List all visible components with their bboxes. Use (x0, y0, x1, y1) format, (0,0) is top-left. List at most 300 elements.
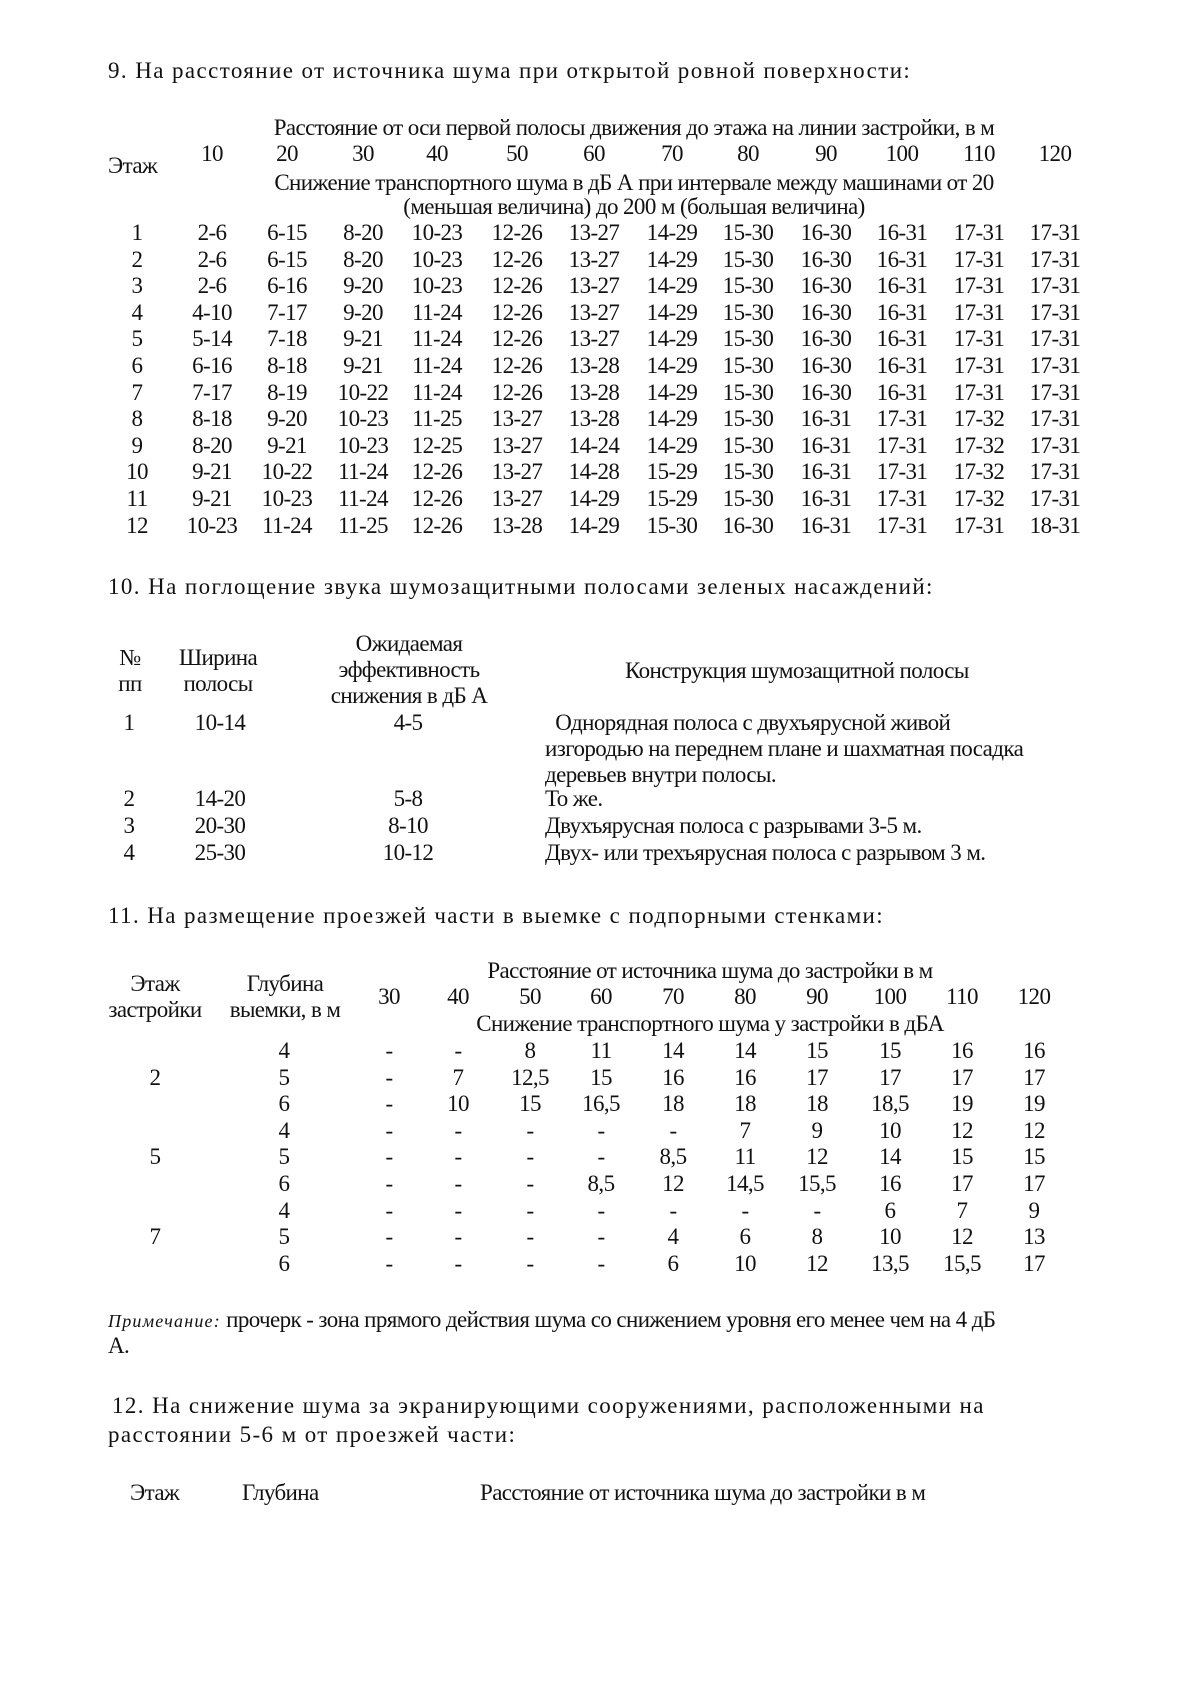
reduction-cell: 10 (879, 1224, 901, 1249)
reduction-cell: 13-27 (568, 300, 620, 325)
reduction-cell: 18 (662, 1091, 684, 1116)
floor-cell: 8 (131, 406, 143, 431)
reduction-cell: - (526, 1198, 534, 1223)
width-cell: 10-14 (194, 710, 246, 735)
reduction-cell: 14 (734, 1038, 756, 1063)
reduction-cell: - (597, 1144, 605, 1169)
reduction-cell: 9 (811, 1118, 823, 1143)
floor-column-header: Этаж (108, 153, 158, 178)
reduction-cell: 15-30 (722, 406, 774, 431)
reduction-cell: 8-18 (267, 353, 307, 378)
width-cell: 20-30 (194, 813, 246, 838)
reduction-cell: 12-26 (491, 273, 543, 298)
reduction-cell: 18 (806, 1091, 828, 1116)
reduction-cell: 16-31 (800, 459, 852, 484)
reduction-cell: 11-24 (338, 459, 388, 484)
reduction-cell: 9-20 (267, 406, 307, 431)
reduction-cell: 16-31 (800, 433, 852, 458)
reduction-cell: 17-31 (1029, 326, 1081, 351)
reduction-cell: - (385, 1118, 393, 1143)
reduction-cell: 17-31 (1029, 273, 1081, 298)
reduction-cell: 10-23 (337, 433, 389, 458)
col-effect-line-2: эффективность (338, 657, 480, 682)
floor-cell: 6 (131, 353, 143, 378)
reduction-cell: 17-31 (876, 513, 928, 538)
reduction-cell: 17-31 (1029, 220, 1081, 245)
reduction-cell: 14-28 (568, 459, 620, 484)
depth-cell: 4 (278, 1118, 290, 1143)
effect-cell: 8-10 (388, 813, 428, 838)
reduction-cell: 17-31 (1029, 353, 1081, 378)
depth-cell: 5 (278, 1144, 290, 1169)
construction-cell: Двухъярусная полоса с разрывами 3-5 м. (545, 813, 922, 838)
depth-cell: 6 (278, 1251, 290, 1276)
s11-distance-value: 30 (378, 984, 400, 1009)
construction-cell: То же. (545, 786, 603, 811)
reduction-cell: - (526, 1251, 534, 1276)
reduction-cell: 16-31 (876, 380, 928, 405)
reduction-cell: 17 (879, 1065, 901, 1090)
reduction-cell: 6 (739, 1224, 751, 1249)
reduction-cell: 13,5 (871, 1251, 909, 1276)
reduction-header-line-1: Снижение транспортного шума в дБ А при интервале между машинами от 20 (274, 170, 994, 195)
reduction-cell: - (385, 1171, 393, 1196)
reduction-cell: - (597, 1118, 605, 1143)
reduction-cell: 12-26 (411, 459, 463, 484)
reduction-cell: 12 (662, 1171, 684, 1196)
reduction-cell: 15-30 (722, 459, 774, 484)
reduction-cell: 16 (734, 1065, 756, 1090)
reduction-cell: 12,5 (511, 1065, 549, 1090)
reduction-cell: 12-25 (411, 433, 463, 458)
reduction-cell: 15-30 (646, 513, 698, 538)
s11-distance-value: 40 (447, 984, 469, 1009)
distance-value: 110 (963, 141, 995, 166)
reduction-cell: 16 (879, 1171, 901, 1196)
reduction-cell: 4 (667, 1224, 679, 1249)
reduction-cell: 16-30 (800, 247, 852, 272)
reduction-cell: 14-29 (568, 513, 620, 538)
reduction-cell: 10-23 (411, 220, 463, 245)
reduction-cell: 2-6 (197, 220, 227, 245)
col-effect-line-3: снижения в дБ А (330, 683, 488, 708)
depth-cell: 4 (278, 1038, 290, 1063)
s11-distance-header: Расстояние от источника шума до застройки в м (487, 958, 933, 983)
distance-value: 10 (201, 141, 223, 166)
reduction-cell: - (597, 1198, 605, 1223)
reduction-cell: 7 (739, 1118, 751, 1143)
reduction-cell: 10-23 (337, 406, 389, 431)
reduction-cell: 17-32 (953, 433, 1005, 458)
reduction-cell: 11-24 (338, 486, 388, 511)
reduction-cell: 16-31 (800, 486, 852, 511)
reduction-cell: 10 (879, 1118, 901, 1143)
construction-cell: Однорядная полоса с двухъярусной живой (545, 710, 951, 735)
reduction-cell: 14-29 (568, 486, 620, 511)
reduction-cell: 14-29 (646, 300, 698, 325)
reduction-cell: 9-21 (343, 353, 383, 378)
reduction-cell: 17-31 (953, 353, 1005, 378)
col-num-line-1: № (119, 645, 141, 670)
col-width-line-1: Ширина (178, 645, 258, 670)
reduction-cell: 15-30 (722, 273, 774, 298)
reduction-header-line-2: (меньшая величина) до 200 м (большая величина) (403, 194, 865, 219)
reduction-cell: 17-32 (953, 406, 1005, 431)
reduction-cell: - (454, 1198, 462, 1223)
reduction-cell: 17 (1023, 1171, 1045, 1196)
reduction-cell: 16-30 (800, 380, 852, 405)
reduction-cell: 15-30 (722, 353, 774, 378)
reduction-cell: 17 (806, 1065, 828, 1090)
reduction-cell: 12 (1023, 1118, 1045, 1143)
reduction-cell: 10-23 (261, 486, 313, 511)
reduction-cell: 8-19 (267, 380, 307, 405)
reduction-cell: 14-29 (646, 247, 698, 272)
reduction-cell: 15 (806, 1038, 828, 1063)
reduction-cell: - (813, 1198, 821, 1223)
s12-col-floor: Этаж (130, 1480, 180, 1505)
floor-cell: 1 (131, 220, 143, 245)
reduction-cell: - (454, 1118, 462, 1143)
reduction-cell: 12-26 (411, 486, 463, 511)
floor-cell: 2 (149, 1065, 161, 1090)
num-cell: 4 (123, 840, 135, 865)
reduction-cell: 17-32 (953, 459, 1005, 484)
col-num-line-2: пп (118, 671, 142, 696)
reduction-cell: 2-6 (197, 247, 227, 272)
reduction-cell: - (454, 1171, 462, 1196)
reduction-cell: 16-31 (876, 273, 928, 298)
floor-cell: 11 (126, 486, 148, 511)
reduction-cell: - (526, 1144, 534, 1169)
reduction-cell: 14 (879, 1144, 901, 1169)
reduction-cell: 15-29 (646, 459, 698, 484)
col-width-line-2: полосы (183, 671, 253, 696)
reduction-cell: 17-31 (1029, 300, 1081, 325)
reduction-cell: - (741, 1198, 749, 1223)
distance-value: 60 (583, 141, 605, 166)
col-depth-line-2: выемки, в м (229, 997, 341, 1022)
reduction-cell: 2-6 (197, 273, 227, 298)
reduction-cell: 17-31 (1029, 380, 1081, 405)
reduction-cell: 15-29 (646, 486, 698, 511)
reduction-cell: - (526, 1118, 534, 1143)
reduction-cell: 17-31 (1029, 486, 1081, 511)
reduction-cell: - (385, 1198, 393, 1223)
note-text: прочерк - зона прямого действия шума со снижением уровня его менее чем на 4 дБ (226, 1307, 996, 1332)
reduction-cell: 13-28 (568, 353, 620, 378)
reduction-cell: 11-24 (412, 380, 462, 405)
construction-cell: деревьев внутри полосы. (545, 762, 777, 787)
reduction-cell: 12-26 (491, 326, 543, 351)
s12-col-depth: Глубина (242, 1480, 319, 1505)
reduction-cell: 11-25 (412, 406, 462, 431)
reduction-cell: 15 (590, 1065, 612, 1090)
reduction-cell: 15 (1023, 1144, 1045, 1169)
floor-cell: 5 (149, 1144, 161, 1169)
reduction-cell: 17-31 (1029, 247, 1081, 272)
reduction-cell: 14 (662, 1038, 684, 1063)
col-construction: Конструкция шумозащитной полосы (625, 658, 969, 683)
reduction-cell: 10-23 (411, 273, 463, 298)
distance-value: 120 (1038, 141, 1072, 166)
reduction-cell: 17-31 (953, 300, 1005, 325)
reduction-cell: 16-30 (722, 513, 774, 538)
reduction-cell: 16-31 (876, 353, 928, 378)
reduction-cell: 11-24 (412, 353, 462, 378)
reduction-cell: 13-28 (491, 513, 543, 538)
distance-value: 30 (352, 141, 374, 166)
reduction-cell: 17-32 (953, 486, 1005, 511)
s11-distance-value: 100 (873, 984, 907, 1009)
reduction-cell: 17 (1023, 1065, 1045, 1090)
reduction-cell: - (454, 1251, 462, 1276)
col-floor-line-2: застройки (108, 997, 202, 1022)
reduction-cell: 13-27 (491, 406, 543, 431)
reduction-cell: 7-18 (267, 326, 307, 351)
depth-cell: 6 (278, 1091, 290, 1116)
floor-cell: 7 (131, 380, 143, 405)
reduction-cell: 14-29 (646, 406, 698, 431)
distance-value: 80 (737, 141, 759, 166)
reduction-cell: 13-28 (568, 380, 620, 405)
reduction-cell: 17-31 (876, 406, 928, 431)
note-line-1 (108, 1307, 995, 1333)
reduction-cell: 12 (806, 1144, 828, 1169)
reduction-cell: 17-31 (953, 273, 1005, 298)
effect-cell: 10-12 (382, 840, 434, 865)
reduction-cell: 18,5 (871, 1091, 909, 1116)
s11-distance-value: 60 (590, 984, 612, 1009)
reduction-cell: 9-21 (192, 459, 232, 484)
num-cell: 1 (123, 710, 135, 735)
s11-distance-value: 50 (519, 984, 541, 1009)
distance-value: 50 (506, 141, 528, 166)
reduction-cell: 12-26 (411, 513, 463, 538)
reduction-cell: 17-31 (1029, 433, 1081, 458)
floor-cell: 10 (126, 459, 148, 484)
floor-cell: 4 (131, 300, 143, 325)
reduction-cell: 8 (524, 1038, 536, 1063)
floor-cell: 9 (131, 433, 143, 458)
depth-cell: 5 (278, 1065, 290, 1090)
reduction-cell: 7-17 (192, 380, 232, 405)
reduction-cell: 16 (662, 1065, 684, 1090)
effect-cell: 5-8 (393, 786, 423, 811)
reduction-cell: 13-27 (491, 433, 543, 458)
section-10-heading: 10. На поглощение звука шумозащитными полосами зеленых насаждений: (108, 574, 934, 599)
reduction-cell: 11 (590, 1038, 612, 1063)
reduction-cell: 11-24 (412, 300, 462, 325)
reduction-cell: 9-21 (267, 433, 307, 458)
reduction-cell: 8-20 (192, 433, 232, 458)
reduction-cell: 14-29 (646, 353, 698, 378)
reduction-cell: 11-24 (262, 513, 312, 538)
reduction-cell: 15-30 (722, 220, 774, 245)
depth-cell: 4 (278, 1198, 290, 1223)
reduction-cell: - (454, 1224, 462, 1249)
reduction-cell: 8,5 (659, 1144, 687, 1169)
section-11-heading: 11. На размещение проезжей части в выемке с подпорными стенками: (108, 903, 885, 928)
reduction-cell: 12 (951, 1118, 973, 1143)
reduction-cell: 15,5 (798, 1171, 836, 1196)
section-12-heading-line-1: 12. На снижение шума за экранирующими сооружениями, расположенными на (112, 1393, 985, 1418)
note-line-2: А. (108, 1333, 130, 1358)
reduction-cell: 12-26 (491, 300, 543, 325)
reduction-cell: 13-27 (568, 326, 620, 351)
s11-distance-value: 120 (1017, 984, 1051, 1009)
reduction-cell: 16 (951, 1038, 973, 1063)
reduction-cell: 10 (734, 1251, 756, 1276)
num-cell: 3 (123, 813, 135, 838)
reduction-cell: 17-31 (1029, 406, 1081, 431)
reduction-cell: - (385, 1144, 393, 1169)
width-cell: 25-30 (194, 840, 246, 865)
reduction-cell: 16-31 (800, 406, 852, 431)
reduction-cell: 16-31 (876, 300, 928, 325)
reduction-cell: 13 (1023, 1224, 1045, 1249)
reduction-cell: 19 (951, 1091, 973, 1116)
reduction-cell: 8-20 (343, 220, 383, 245)
reduction-cell: - (454, 1038, 462, 1063)
reduction-cell: 16-31 (876, 326, 928, 351)
reduction-cell: 6-16 (192, 353, 232, 378)
s11-distance-value: 70 (662, 984, 684, 1009)
reduction-cell: 15-30 (722, 433, 774, 458)
distance-value: 70 (661, 141, 683, 166)
reduction-cell: 16-30 (800, 353, 852, 378)
reduction-cell: 16-30 (800, 273, 852, 298)
reduction-cell: 8-20 (343, 247, 383, 272)
reduction-cell: 15 (951, 1144, 973, 1169)
reduction-cell: 15-30 (722, 300, 774, 325)
note-label: Примечание: (108, 1311, 221, 1331)
reduction-cell: 12-26 (491, 380, 543, 405)
reduction-cell: 17-31 (953, 220, 1005, 245)
reduction-cell: - (526, 1171, 534, 1196)
col-effect-line-1: Ожидаемая (355, 631, 463, 656)
reduction-cell: 16-30 (800, 220, 852, 245)
reduction-cell: 11-24 (412, 326, 462, 351)
reduction-cell: 8 (811, 1224, 823, 1249)
reduction-cell: 8,5 (587, 1171, 615, 1196)
reduction-cell: 13-27 (568, 247, 620, 272)
reduction-cell: 17-31 (953, 380, 1005, 405)
reduction-cell: 15 (519, 1091, 541, 1116)
reduction-cell: 14-29 (646, 220, 698, 245)
reduction-cell: 6 (884, 1198, 896, 1223)
reduction-cell: 16-30 (800, 300, 852, 325)
reduction-cell: 17 (1023, 1251, 1045, 1276)
reduction-cell: 14-29 (646, 380, 698, 405)
reduction-cell: 15-30 (722, 486, 774, 511)
reduction-cell: 18 (734, 1091, 756, 1116)
reduction-cell: 17-31 (876, 459, 928, 484)
reduction-cell: 15-30 (722, 247, 774, 272)
reduction-cell: 13-27 (491, 486, 543, 511)
col-depth-line-1: Глубина (246, 971, 324, 996)
reduction-cell: 16-31 (800, 513, 852, 538)
reduction-cell: 16-31 (876, 220, 928, 245)
reduction-cell: - (526, 1224, 534, 1249)
reduction-cell: 16,5 (582, 1091, 620, 1116)
reduction-cell: 17-31 (876, 486, 928, 511)
reduction-cell: - (597, 1224, 605, 1249)
reduction-cell: 9-20 (343, 273, 383, 298)
reduction-cell: 12-26 (491, 247, 543, 272)
reduction-cell: 10 (447, 1091, 469, 1116)
section-12-heading-line-2: расстоянии 5-6 м от проезжей части: (108, 1422, 517, 1447)
width-cell: 14-20 (194, 786, 246, 811)
reduction-cell: - (385, 1038, 393, 1063)
reduction-cell: 12 (806, 1251, 828, 1276)
reduction-cell: 4-10 (192, 300, 232, 325)
reduction-cell: 11 (734, 1144, 756, 1169)
reduction-cell: 16-31 (876, 247, 928, 272)
distance-value: 100 (885, 141, 919, 166)
s11-distance-value: 90 (806, 984, 828, 1009)
reduction-cell: 10-22 (337, 380, 389, 405)
reduction-cell: 15-30 (722, 326, 774, 351)
reduction-cell: 17-31 (953, 326, 1005, 351)
reduction-cell: 17-31 (953, 247, 1005, 272)
s11-distance-value: 110 (946, 984, 978, 1009)
reduction-cell: 13-27 (491, 459, 543, 484)
reduction-cell: 15 (879, 1038, 901, 1063)
reduction-cell: 14-29 (646, 433, 698, 458)
reduction-cell: 17 (951, 1065, 973, 1090)
reduction-cell: 14,5 (726, 1171, 764, 1196)
reduction-cell: 5-14 (192, 326, 232, 351)
reduction-cell: 6-15 (267, 220, 307, 245)
reduction-cell: - (454, 1144, 462, 1169)
floor-cell: 3 (131, 273, 143, 298)
reduction-cell: 9 (1028, 1198, 1040, 1223)
reduction-cell: 13-27 (568, 220, 620, 245)
reduction-cell: 10-23 (186, 513, 238, 538)
reduction-cell: 6 (667, 1251, 679, 1276)
construction-cell: изгородью на переднем плане и шахматная посадка (545, 736, 1024, 761)
reduction-cell: - (385, 1065, 393, 1090)
floor-cell: 2 (131, 247, 143, 272)
reduction-cell: 9-21 (192, 486, 232, 511)
reduction-cell: 15-30 (722, 380, 774, 405)
reduction-cell: 12-26 (491, 220, 543, 245)
reduction-cell: 15,5 (943, 1251, 981, 1276)
reduction-cell: 8-18 (192, 406, 232, 431)
reduction-cell: 16-30 (800, 326, 852, 351)
distance-value: 20 (276, 141, 298, 166)
reduction-cell: 7-17 (267, 300, 307, 325)
reduction-cell: 12-26 (491, 353, 543, 378)
reduction-cell: 17 (951, 1171, 973, 1196)
reduction-cell: - (669, 1118, 677, 1143)
reduction-cell: 11-25 (338, 513, 388, 538)
distance-header: Расстояние от оси первой полосы движения до этажа на линии застройки, в м (273, 115, 995, 140)
s11-distance-value: 80 (734, 984, 756, 1009)
reduction-cell: 9-21 (343, 326, 383, 351)
reduction-cell: 9-20 (343, 300, 383, 325)
depth-cell: 5 (278, 1224, 290, 1249)
floor-cell: 5 (131, 326, 143, 351)
reduction-cell: 13-28 (568, 406, 620, 431)
reduction-cell: 7 (956, 1198, 968, 1223)
reduction-cell: 12 (951, 1224, 973, 1249)
s12-distance-header: Расстояние от источника шума до застройки в м (480, 1480, 926, 1505)
reduction-cell: 16 (1023, 1038, 1045, 1063)
reduction-cell: 10-23 (411, 247, 463, 272)
reduction-cell: 6-16 (267, 273, 307, 298)
